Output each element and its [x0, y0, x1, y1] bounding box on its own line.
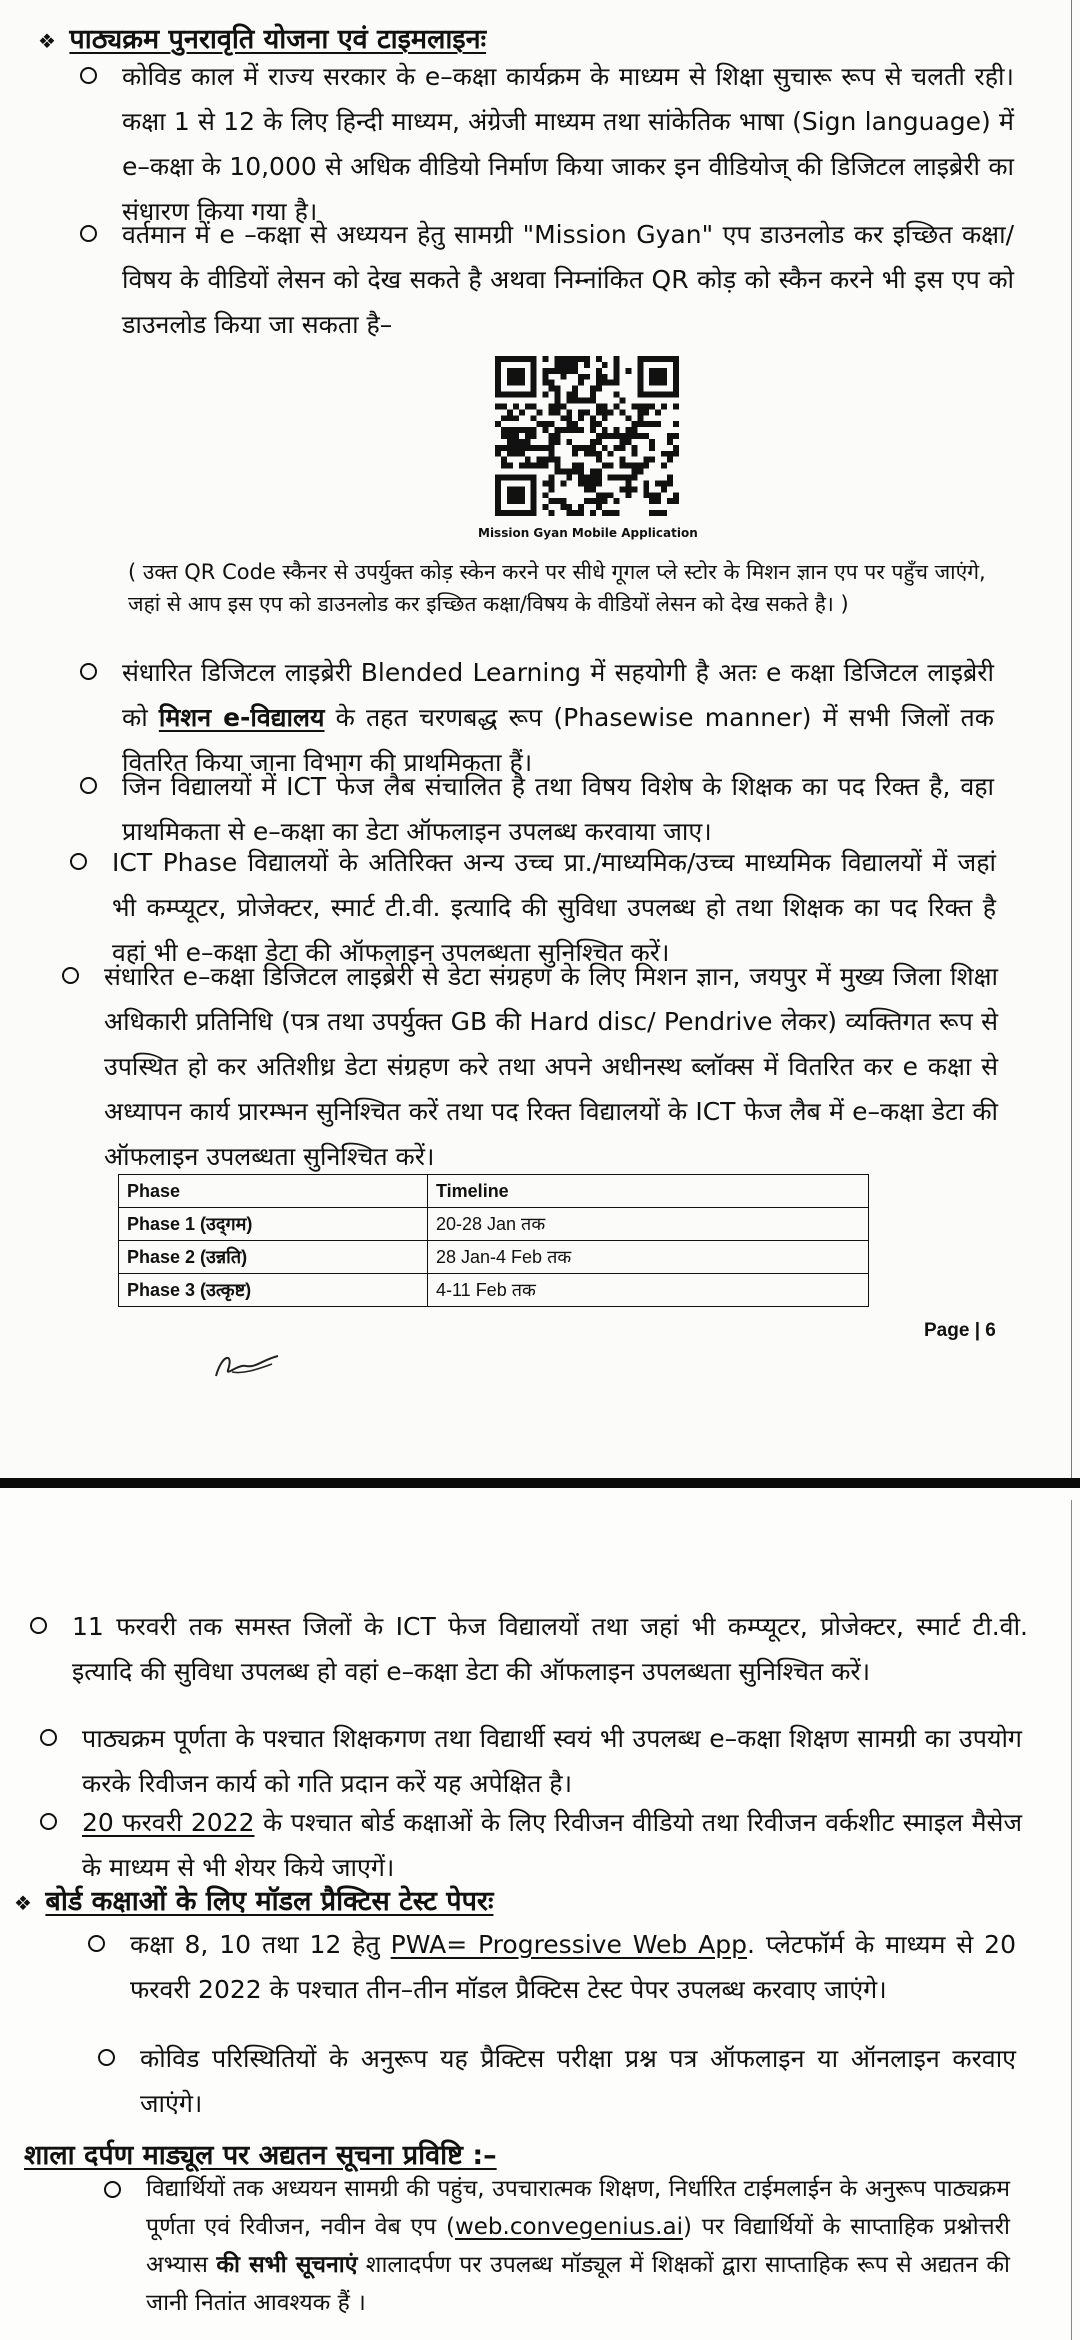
circle-bullet-icon	[104, 2181, 121, 2198]
diamond-bullet-icon: ❖	[14, 1891, 32, 1915]
mission-e-vidyalay-text: मिशन e-विद्यालय	[158, 703, 325, 732]
table-cell-phase: Phase 1 (उद्‌गम)	[119, 1208, 428, 1241]
date-text: 20 फरवरी 2022	[82, 1808, 255, 1837]
section-heading-shala-darpan: शाला दर्पण माड्यूल पर अद्यतन सूचना प्रविष्टि :–	[24, 2140, 497, 2171]
table-header-phase: Phase	[119, 1175, 428, 1208]
list-item: जिन विद्यालयों में ICT फेज लैब संचालित है तथा विषय विशेष के शिक्षक का पद रिक्त है, वहा प्राथमिकता से e–कक्षा का डेटा ऑफलाइन उपलब्ध करवाया जाए।	[122, 764, 994, 854]
qr-code-image[interactable]	[494, 356, 680, 516]
circle-bullet-icon	[98, 2049, 115, 2066]
table-cell-phase: Phase 2 (उन्नति)	[119, 1241, 428, 1274]
section-heading-model-practice-test: ❖ बोर्ड कक्षाओं के लिए मॉडल प्रैक्टिस टेस्ट पेपरः	[14, 1884, 493, 1921]
pwa-link[interactable]: PWA= Progressive Web App	[390, 1930, 747, 1959]
table-cell-timeline: 20-28 Jan तक	[428, 1208, 869, 1241]
table-row	[119, 1241, 869, 1274]
circle-bullet-icon	[30, 1617, 47, 1634]
circle-bullet-icon	[40, 1729, 57, 1746]
circle-bullet-icon	[70, 853, 87, 870]
phase-timeline-table	[118, 1174, 869, 1307]
qr-note: ( उक्त QR Code स्कैनर से उपर्युक्त कोड़ स्केन करने पर सीधे गूगल प्ले स्टोर के मिशन ज्ञान एप पर पहुँच जाएंगे, जहां से आप इस एप को डाउनलोड कर इच्छित कक्षा/विषय के वीडियों लेसन को देख सकते है। )	[128, 560, 986, 616]
circle-bullet-icon	[80, 67, 97, 84]
list-item: कोविड काल में राज्य सरकार के e–कक्षा कार्यक्रम के माध्यम से शिक्षा सुचारू रूप से चलती रही। कक्षा 1 से 12 के लिए हिन्दी माध्यम, अंग्रेजी माध्यम तथा सांकेतिक भाषा (Sign language) में e–कक्षा के 10,000 से अधिक वीडियो निर्माण किया जाकर इन वीडियोज् की डिजिटल लाइब्रेरी का संधारण किया गया है।	[122, 54, 1014, 234]
circle-bullet-icon	[62, 967, 79, 984]
page-number: Page | 6	[924, 1320, 996, 1341]
list-item: कक्षा 8, 10 तथा 12 हेतु PWA= Progressive Web App. प्लेटफॉर्म के माध्यम से 20 फरवरी 2022 के पश्चात तीन–तीन मॉडल प्रैक्टिस टेस्ट पेपर उपलब्ध करवाए जाएंगे।	[130, 1922, 1016, 2012]
qr-caption: Mission Gyan Mobile Application	[478, 526, 698, 540]
table-row	[119, 1208, 869, 1241]
bold-all-information-text: की सभी सूचनाएं	[216, 2252, 358, 2278]
circle-bullet-icon	[80, 663, 97, 680]
list-item: संधारित डिजिटल लाइब्रेरी Blended Learning में सहयोगी है अतः e कक्षा डिजिटल लाइब्रेरी को मिशन e-विद्यालय के तहत चरणबद्ध रूप (Phasewise manner) में सभी जिलों तक वितरित किया जाना विभाग की प्राथमिकता हैं।	[122, 650, 994, 785]
list-item: 11 फरवरी तक समस्त जिलों के ICT फेज विद्यालयों तथा जहां भी कम्प्यूटर, प्रोजेक्टर, स्मार्ट टी.वी. इत्यादि की सुविधा उपलब्ध हो वहां e–कक्षा डेटा की ऑफलाइन उपलब्धता सुनिश्चित करें।	[72, 1604, 1028, 1694]
table-cell-timeline: 4-11 Feb तक	[428, 1274, 869, 1307]
circle-bullet-icon	[80, 225, 97, 242]
list-item: संधारित e–कक्षा डिजिटल लाइब्रेरी से डेटा संग्रहण के लिए मिशन ज्ञान, जयपुर में मुख्य जिला शिक्षा अधिकारी प्रतिनिधि (पत्र तथा उपर्युक्त GB की Hard disc/ Pendrive लेकर) व्यक्तिगत रूप से उपस्थित हो कर अतिशीध्र डेटा संग्रहण करे तथा अपने अधीनस्थ ब्लॉक्स में वितरित कर e कक्षा से अध्यापन कार्य प्रारम्भन सुनिश्चित करें तथा पद रिक्त विद्यालयों के ICT फेज लैब में e–कक्षा डेटा की ऑफलाइन उपलब्धता सुनिश्चित करें।	[104, 954, 998, 1179]
list-item: ICT Phase विद्यालयों के अतिरिक्त अन्य उच्च प्रा./माध्यमिक/उच्च माध्यमिक विद्यालयों में जहां भी कम्प्यूटर, प्रोजेक्टर, स्मार्ट टी.वी. इत्यादि की सुविधा उपलब्ध हो तथा शिक्षक का पद रिक्त है वहां भी e–कक्षा डेटा की ऑफलाइन उपलब्धता सुनिश्चित करें।	[112, 840, 996, 975]
table-cell-timeline: 28 Jan-4 Feb तक	[428, 1241, 869, 1274]
circle-bullet-icon	[80, 777, 97, 794]
list-item: कोविड परिस्थितियों के अनुरूप यह प्रैक्टिस परीक्षा प्रश्न पत्र ऑफलाइन या ऑनलाइन करवाए जाएंगे।	[140, 2036, 1016, 2126]
section-heading-curriculum-revision: ❖ पाठ्यक्रम पुनरावृति योजना एवं टाइमलाइनः	[38, 22, 486, 59]
page-separator	[0, 1478, 1080, 1488]
convegenius-link[interactable]: web.convegenius.ai	[454, 2214, 683, 2240]
list-item: पाठ्यक्रम पूर्णता के पश्चात शिक्षकगण तथा विद्यार्थी स्वयं भी उपलब्ध e–कक्षा शिक्षण सामग्री का उपयोग करके रिवीजन कार्य को गति प्रदान करें यह अपेक्षित है।	[82, 1716, 1022, 1806]
list-item: 20 फरवरी 2022 के पश्चात बोर्ड कक्षाओं के लिए रिवीजन वीडियो तथा रिवीजन वर्कशीट स्माइल मैसेज के माध्यम से भी शेयर किये जाएगें।	[82, 1800, 1022, 1890]
table-cell-phase: Phase 3 (उत्कृष्ट)	[119, 1274, 428, 1307]
table-header-timeline: Timeline	[428, 1175, 869, 1208]
circle-bullet-icon	[40, 1813, 57, 1830]
diamond-bullet-icon: ❖	[38, 29, 56, 53]
page-edge-line	[1071, 0, 1072, 1478]
list-item: विद्यार्थियों तक अध्ययन सामग्री की पहुंच, उपचारात्मक शिक्षण, निर्धारित टाईमलाईन के अनुरूप पाठ्यक्रम पूर्णता एवं रिवीजन, नवीन वेब एप (web.convegenius.ai) पर विद्यार्थियों के साप्ताहिक प्रश्नोत्तरी अभ्यास की सभी सूचनाएं शालादर्पण पर उपलब्ध मॉड्यूल में शिक्षकों द्वारा साप्ताहिक रूप से अद्यतन की जानी नितांत आवश्यक हैं ।	[146, 2170, 1010, 2322]
table-header-row	[119, 1175, 869, 1208]
list-item: वर्तमान में e –कक्षा से अध्ययन हेतु सामग्री "Mission Gyan" एप डाउनलोड कर इच्छित कक्षा/विषय के वीडियों लेसन को देख सकते है अथवा निम्नांकित QR कोड़ को स्कैन करने भी इस एप को डाउनलोड किया जा सकता है–	[122, 212, 1014, 347]
handwritten-signature	[212, 1346, 282, 1382]
circle-bullet-icon	[88, 1935, 105, 1952]
table-row	[119, 1274, 869, 1307]
page-edge-line	[1071, 1500, 1072, 2340]
